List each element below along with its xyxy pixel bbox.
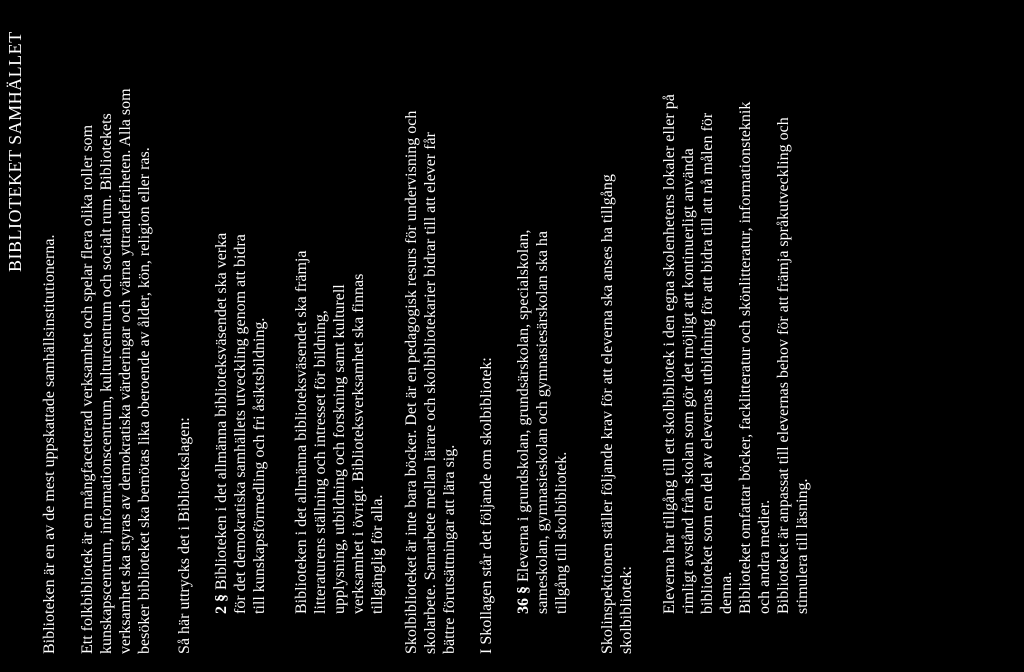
text-line: tillgång till skolbibliotek.	[553, 451, 570, 614]
text-line: Biblioteken i det allmänna biblioteksväsendet ska främja	[293, 250, 310, 614]
intro-text	[40, 14, 59, 654]
intro-line: Biblioteken är en av de mest uppskattade samhällsinstitutionerna.	[41, 234, 58, 654]
text-line: litteraturens ställning och intresset för bildning,	[312, 310, 329, 614]
text-line: Eleverna har tillgång till ett skolbibliotek i den egna skolenhetens lokaler eller på	[661, 94, 678, 614]
text-line: kunskapscentrum, informationscentrum, kulturcentrum och socialt rum. Bibliotekets	[98, 113, 115, 654]
paragraph-folkbibliotek	[78, 14, 154, 654]
text-line: skolbibliotek:	[618, 566, 635, 654]
paragraph-skolinspektionen	[598, 14, 636, 654]
text-line: bättre förutsättningar att lära sig.	[441, 444, 458, 654]
document-title: BIBLIOTEKET SAMHÄLLET	[5, 31, 25, 272]
paragraph-skolbibliotek	[402, 14, 459, 654]
text-line: stimulera till läsning.	[794, 478, 811, 614]
requirements-list	[660, 14, 812, 614]
text-line: Biblioteket är anpassat till elevernas behov för att främja språkutveckling och	[775, 117, 792, 614]
text-span: Biblioteken i det allmänna biblioteksväsendet ska verka	[213, 232, 230, 594]
text-line: besöker biblioteket ska bemötas lika oberoende av ålder, kön, religion eller ras.	[136, 147, 153, 654]
text-line: upplysning, utbildning och forskning samt kulturell	[331, 284, 348, 614]
law-quote-36	[514, 14, 571, 614]
text-line: tillgänglig för alla.	[369, 494, 386, 614]
text-line: Skolinspektionen ställer följande krav för att eleverna ska anses ha tillgång	[599, 174, 616, 654]
text-line: Ett folkbibliotek är en mångfacetterad verksamhet och spelar flera olika roller som	[79, 124, 96, 654]
text-line: Biblioteket omfattar böcker, facklitteratur och skönlitteratur, informationsteknik	[737, 101, 754, 614]
section-number: 2 §	[213, 594, 230, 614]
text-line: skolarbete. Samarbete mellan lärare och skolbibliotekarier bidrar till att elever får	[422, 132, 439, 654]
text-line: Så här uttrycks det i Bibliotekslagen:	[176, 417, 193, 654]
text-span: Eleverna i grundskolan, grundsärskolan, specialskolan,	[515, 229, 532, 586]
text-line	[212, 14, 231, 614]
skollagen-intro	[477, 14, 496, 654]
text-line: verksamhet ska styras av demokratiska värderingar och värna yttrandefriheten. Alla som	[117, 88, 134, 654]
text-line: för det demokratiska samhällets utveckling genom att bidra	[232, 234, 249, 614]
text-line: I Skollagen står det följande om skolbibliotek:	[478, 357, 495, 654]
text-line: rimligt avstånd från skolan som gör det möjligt att kontinuerligt använda	[680, 148, 697, 614]
text-line: denna.	[718, 571, 735, 614]
text-line: biblioteket som en del av elevernas utbildning för att bidra till att nå målen för	[699, 112, 716, 614]
text-line: sameskolan, gymnasieskolan och gymnasiesärskolan ska ha	[534, 230, 551, 614]
text-line: verksamhet i övrigt. Biblioteksverksamhet ska finnas	[350, 273, 367, 614]
section-number: 36 §	[515, 586, 532, 614]
text-line: och andra medier.	[756, 499, 773, 614]
text-line	[514, 14, 533, 614]
law-quote-2b	[292, 14, 387, 614]
law-intro	[175, 14, 194, 654]
law-quote-2	[212, 14, 269, 614]
text-line: Skolbiblioteket är inte bara böcker. Det är en pedagogisk resurs för undervisning och	[403, 110, 420, 654]
text-line: till kunskapsförmedling och fri åsiktsbildning.	[251, 317, 268, 614]
